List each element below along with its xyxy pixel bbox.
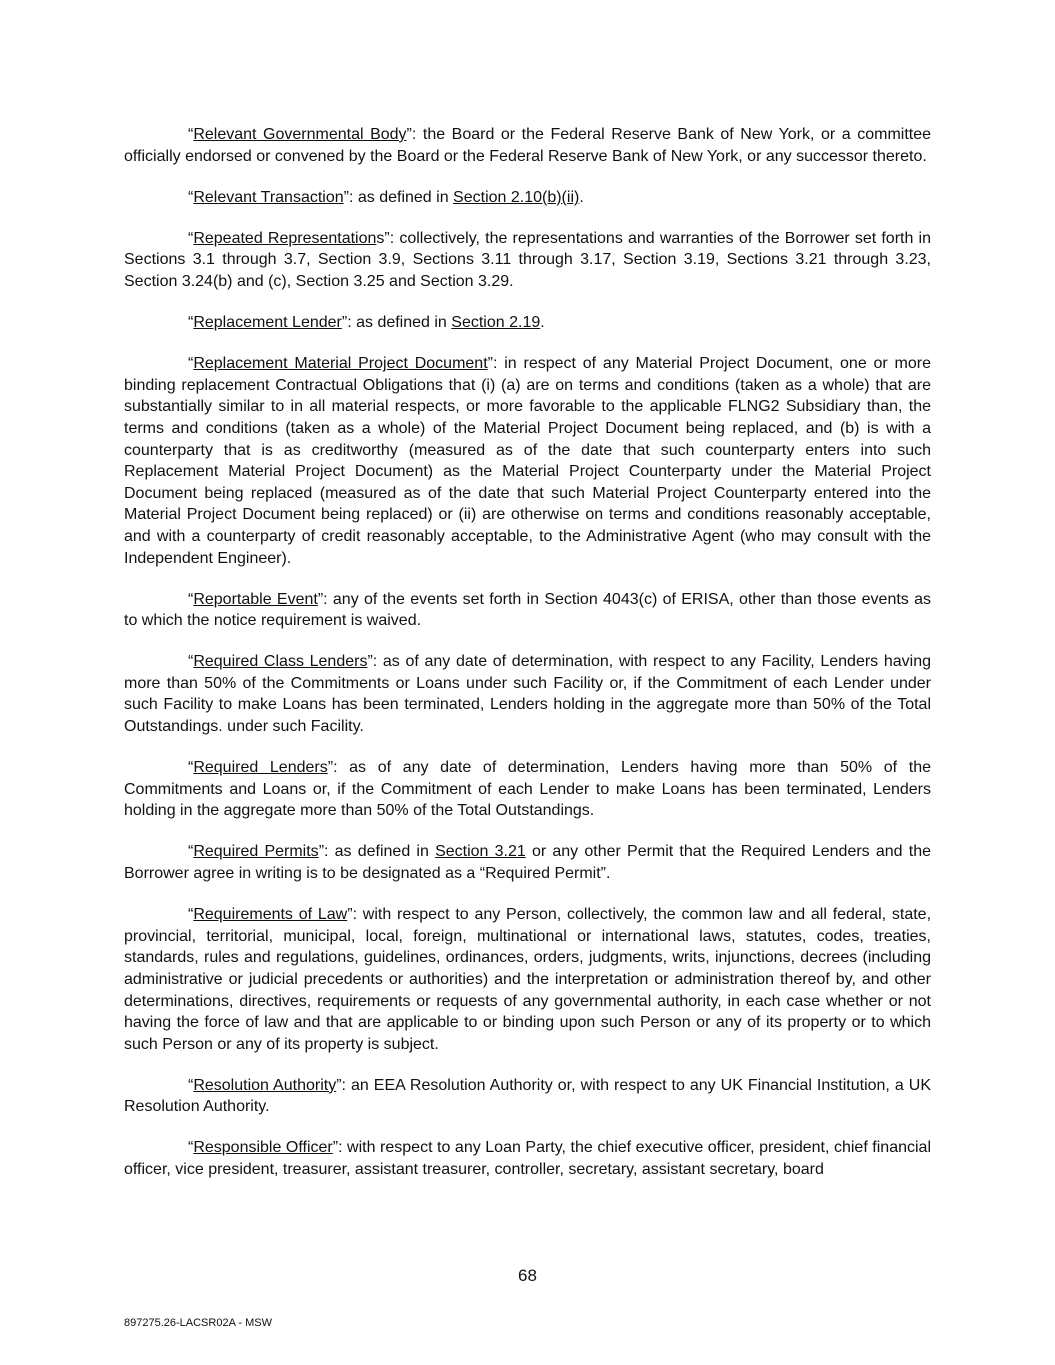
definition-text-end: . — [579, 188, 584, 206]
definition-text: ”: with respect to any Person, collectively, the common law and all federal, state, provincial, territorial, municipal, local, foreign, multinational or international laws, statutes, codes, treaties, standards, rules and regulations, guidelines, ordinances, orders, judgments, writs, injunctions, decrees (including administrative or judicial precedents or authorities) and the interpretation or administration thereof by, and other determinations, directives, requirements or requests of any governmental authority, in each case whether or not having the force of law and that are applicable to or binding upon such Person or any of its property or to which such Person or any of its property is subject. — [124, 906, 932, 1053]
defined-term: Required Permits — [193, 843, 319, 861]
definition-text: ”: with respect to any Loan Party, the chief executive officer, president, chief financial officer, vice president, treasurer, assistant treasurer, controller, secretary, assistant secretary, board — [124, 1139, 932, 1179]
defined-term: Repeated Representation — [193, 229, 377, 247]
open-quote: “ — [188, 653, 194, 671]
definition-text: ”: collectively, the representations and warranties of the Borrower set forth in Sections 3.1 through 3.7, Section 3.9, Sections 3.11 through 3.17, Section 3.19, Sections 3.21 through 3.23, Section 3.24(b) and (c), Section 3.25 and Section 3.29. — [124, 229, 931, 290]
definition-relevant-transaction — [124, 187, 931, 209]
definition-text: ”: as defined in — [341, 314, 452, 332]
open-quote: “ — [188, 906, 194, 924]
definitions-body — [124, 124, 931, 1200]
defined-term: Required Class Lenders — [193, 653, 368, 671]
open-quote: “ — [188, 843, 194, 861]
section-reference: Section 3.21 — [435, 843, 526, 861]
open-quote: “ — [188, 355, 194, 373]
page-number: 68 — [518, 1266, 537, 1285]
defined-term: Relevant Transaction — [193, 188, 344, 206]
defined-term: Replacement Material Project Document — [193, 355, 488, 373]
definition-relevant-governmental-body — [124, 124, 931, 167]
definition-required-permits — [124, 841, 931, 884]
definition-replacement-lender — [124, 312, 931, 334]
defined-term: Replacement Lender — [193, 314, 342, 332]
definition-text: ”: any of the events set forth in Section 4043(c) of ERISA, other than those events as to which the notice requirement is waived. — [124, 590, 931, 630]
open-quote: “ — [188, 314, 194, 332]
definition-text-end: . — [540, 314, 545, 332]
definition-text-end: or any other Permit that the Required Lenders and the Borrower agree in writing is to be designated as a “Required Permit”. — [124, 843, 931, 883]
definition-resolution-authority — [124, 1075, 931, 1118]
document-id: 897275.26-LACSR02A - MSW — [124, 1317, 272, 1329]
definition-text: ”: as of any date of determination, with respect to any Facility, Lenders having more than 50% of the Commitments or Loans under such Facility or, if the Commitment of each Lender under such Facility to make Loans has been terminated, Lenders holding in the aggregate more than 50% of the Total Outstandings. under such Facility. — [124, 653, 932, 736]
definition-text: ”: as defined in — [318, 843, 436, 861]
definition-text: ”: as of any date of determination, Lenders having more than 50% of the Commitments and Loans or, if the Commitment of each Lender to make Loans has been terminated, Lenders holding in the aggregate more than 50% of the Total Outstandings. — [124, 759, 931, 820]
defined-term: Requirements of Law — [193, 906, 348, 924]
definition-repeated-representations — [124, 228, 931, 293]
definition-required-class-lenders — [124, 651, 931, 737]
section-reference: Section 2.19 — [451, 314, 541, 332]
open-quote: “ — [188, 126, 194, 143]
section-reference: Section 2.10(b)(ii) — [453, 188, 580, 206]
open-quote: “ — [188, 759, 194, 777]
open-quote: “ — [188, 1076, 194, 1094]
definition-required-lenders — [124, 757, 931, 822]
open-quote: “ — [188, 229, 194, 247]
definition-replacement-material-project-document — [124, 353, 931, 569]
definition-text: ”: an EEA Resolution Authority or, with respect to any UK Financial Institution, a UK Resolution Authority. — [124, 1076, 931, 1116]
defined-term: Required Lenders — [193, 759, 328, 777]
defined-term: Reportable Event — [193, 590, 318, 608]
definition-reportable-event — [124, 589, 931, 632]
definition-responsible-officer — [124, 1137, 931, 1180]
definition-text: ”: in respect of any Material Project Document, one or more binding replacement Contractual Obligations that (i) (a) are on terms and conditions (taken as a whole) that are substantially similar to in all material respects, or more favorable to the applicable FLNG2 Subsidiary than, the terms and conditions (taken as a whole) of the Material Project Document being replaced, and (b) is with a counterparty that is as creditworthy (measured as of the date that such counterparty enters into such Replacement Material Project Document) as the Material Project Counterparty under the Material Project Document being replaced (measured as of the date that such Material Project Counterparty entered into the Material Project Document being replaced) or (ii) are otherwise on terms and conditions reasonably acceptable, and with a counterparty of credit reasonably acceptable, to the Administrative Agent (who may consult with the Independent Engineer). — [124, 355, 932, 567]
definition-requirements-of-law — [124, 904, 931, 1055]
defined-term: Resolution Authority — [193, 1076, 337, 1094]
open-quote: “ — [188, 1139, 194, 1157]
defined-term: Relevant Governmental Body — [193, 126, 407, 143]
defined-term: Responsible Officer — [193, 1139, 333, 1157]
definition-text: ”: as defined in — [343, 188, 454, 206]
open-quote: “ — [188, 590, 194, 608]
open-quote: “ — [188, 188, 194, 206]
definition-text: ”: the Board or the Federal Reserve Bank of New York, or a committee officially endorsed or convened by the Board or the Federal Reserve Bank of New York, or any successor thereto. — [124, 126, 932, 165]
defined-term-suffix: s — [376, 229, 385, 247]
